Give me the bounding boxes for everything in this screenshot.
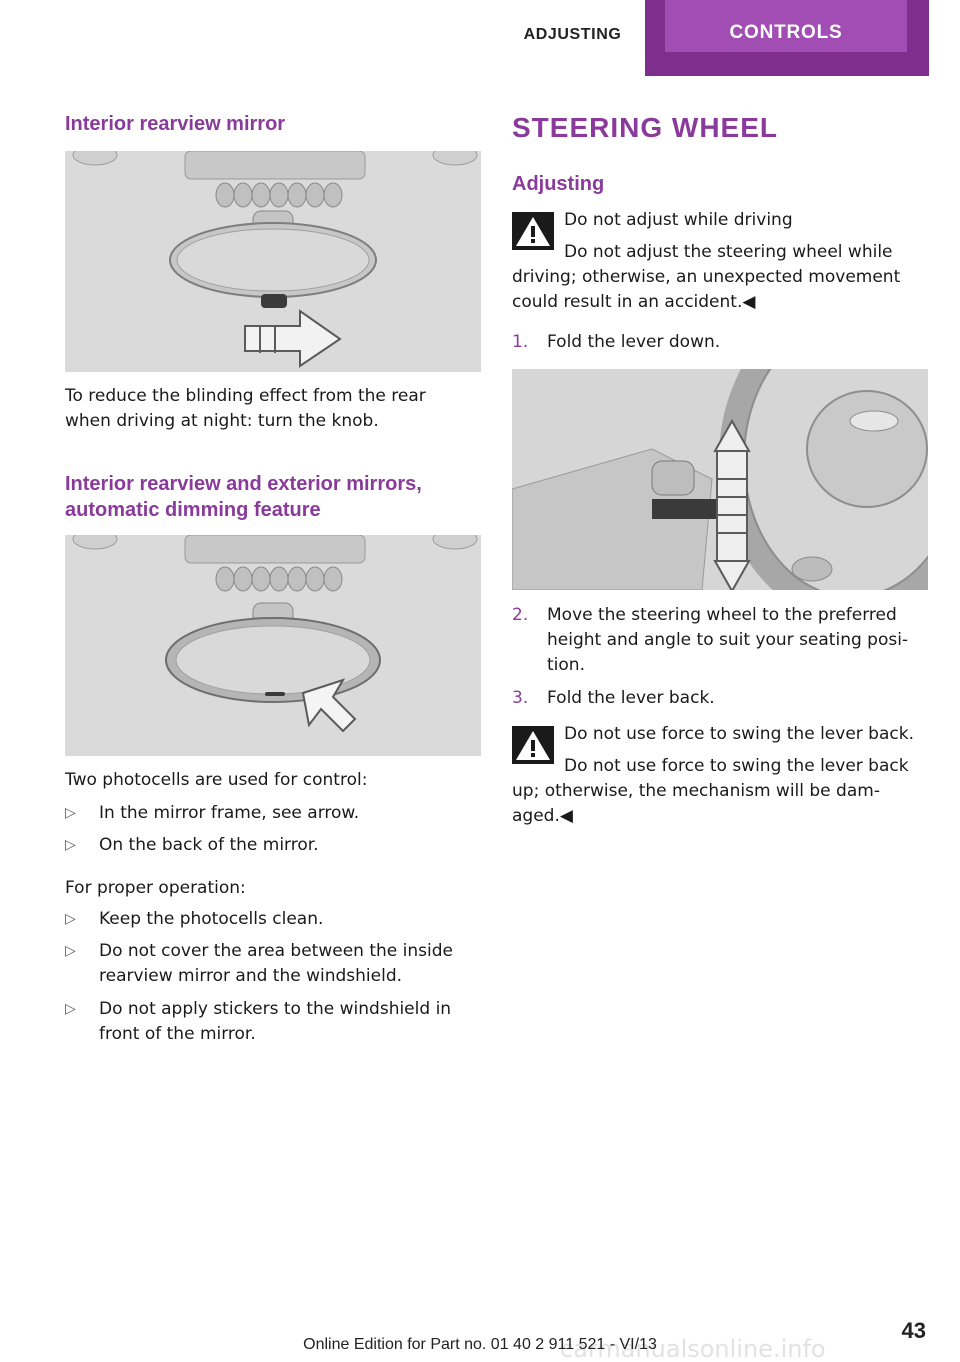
list-item xyxy=(65,907,485,932)
step-text: Move the steering wheel to the preferred height and angle to suit your seating posi‐ tion. xyxy=(547,605,909,675)
step-text: Fold the lever back. xyxy=(547,688,715,708)
header-section-label: ADJUSTING xyxy=(523,26,622,43)
step-number: 3. xyxy=(512,688,529,708)
list-item xyxy=(65,997,485,1047)
warning-text-line-1: Do not use force to swing the lever back xyxy=(564,756,909,776)
mirror-knob-drawing xyxy=(65,151,481,372)
mirror-instruction-line-1: To reduce the blinding effect from the rear xyxy=(65,386,426,406)
list-item-text: In the mirror frame, see arrow. xyxy=(99,803,360,823)
warning-text-line-2: up; otherwise, the mechanism will be dam‐ xyxy=(512,781,880,801)
step-number: 2. xyxy=(512,605,529,625)
header-tab-controls xyxy=(645,0,929,76)
bullet-marker: ▷ xyxy=(65,943,76,959)
mirror-instruction-line-2: when driving at night: turn the knob. xyxy=(65,411,379,431)
header-chapter-box xyxy=(665,0,907,52)
watermark-text: carmanualsonline.info xyxy=(560,1335,826,1362)
step-item xyxy=(512,603,928,678)
warning-text-line-1: Do not adjust the steering wheel while xyxy=(564,242,893,262)
bullet-marker: ▷ xyxy=(65,911,76,927)
list-item xyxy=(65,833,485,858)
list-item-text: Keep the photocells clean. xyxy=(99,909,324,929)
bullet-marker: ▷ xyxy=(65,837,76,853)
heading-adjusting: Adjusting xyxy=(512,173,605,195)
list-item-text: Do not apply stickers to the windshield in front of the mirror. xyxy=(99,999,452,1044)
page-number: 43 xyxy=(901,1318,926,1343)
operation-intro: For proper operation: xyxy=(65,878,246,898)
bullet-marker: ▷ xyxy=(65,805,76,821)
heading-interior-rearview-mirror: Interior rearview mirror xyxy=(65,113,286,135)
list-item-text: Do not cover the area between the inside rearview mirror and the windshield. xyxy=(99,941,453,986)
bullet-marker: ▷ xyxy=(65,1001,76,1017)
warning-icon xyxy=(512,726,554,764)
step-item xyxy=(512,330,928,355)
header-tab-adjusting xyxy=(505,0,640,76)
warning-title: Do not use force to swing the lever back. xyxy=(564,724,914,744)
warning-icon xyxy=(512,212,554,250)
photocell-drawing xyxy=(65,535,481,756)
warning-text-line-2: driving; otherwise, an unexpected movement xyxy=(512,267,901,287)
step-text: Fold the lever down. xyxy=(547,332,721,352)
heading-steering-wheel: STEERING WHEEL xyxy=(512,112,779,143)
heading-auto-dimming-line-2: automatic dimming feature xyxy=(65,499,321,521)
list-item-text: On the back of the mirror. xyxy=(99,835,319,855)
heading-auto-dimming-line-1: Interior rearview and exterior mirrors, xyxy=(65,473,422,495)
list-item xyxy=(65,939,485,989)
steering-lever-illustration xyxy=(512,369,928,590)
list-item xyxy=(65,801,485,826)
warning-text-line-3: could result in an accident.◀ xyxy=(512,292,756,312)
footer-edition-text: Online Edition for Part no. 01 40 2 911 521 - VI/13 xyxy=(303,1336,657,1353)
step-item xyxy=(512,686,928,711)
header-chapter-label: CONTROLS xyxy=(729,22,843,43)
warning-text-line-3: aged.◀ xyxy=(512,806,573,826)
warning-title: Do not adjust while driving xyxy=(564,210,793,230)
photocell-illustration xyxy=(65,535,481,756)
photocells-intro: Two photocells are used for control: xyxy=(65,770,368,790)
steering-lever-drawing xyxy=(512,369,928,590)
mirror-knob-illustration xyxy=(65,151,481,372)
step-number: 1. xyxy=(512,332,529,352)
